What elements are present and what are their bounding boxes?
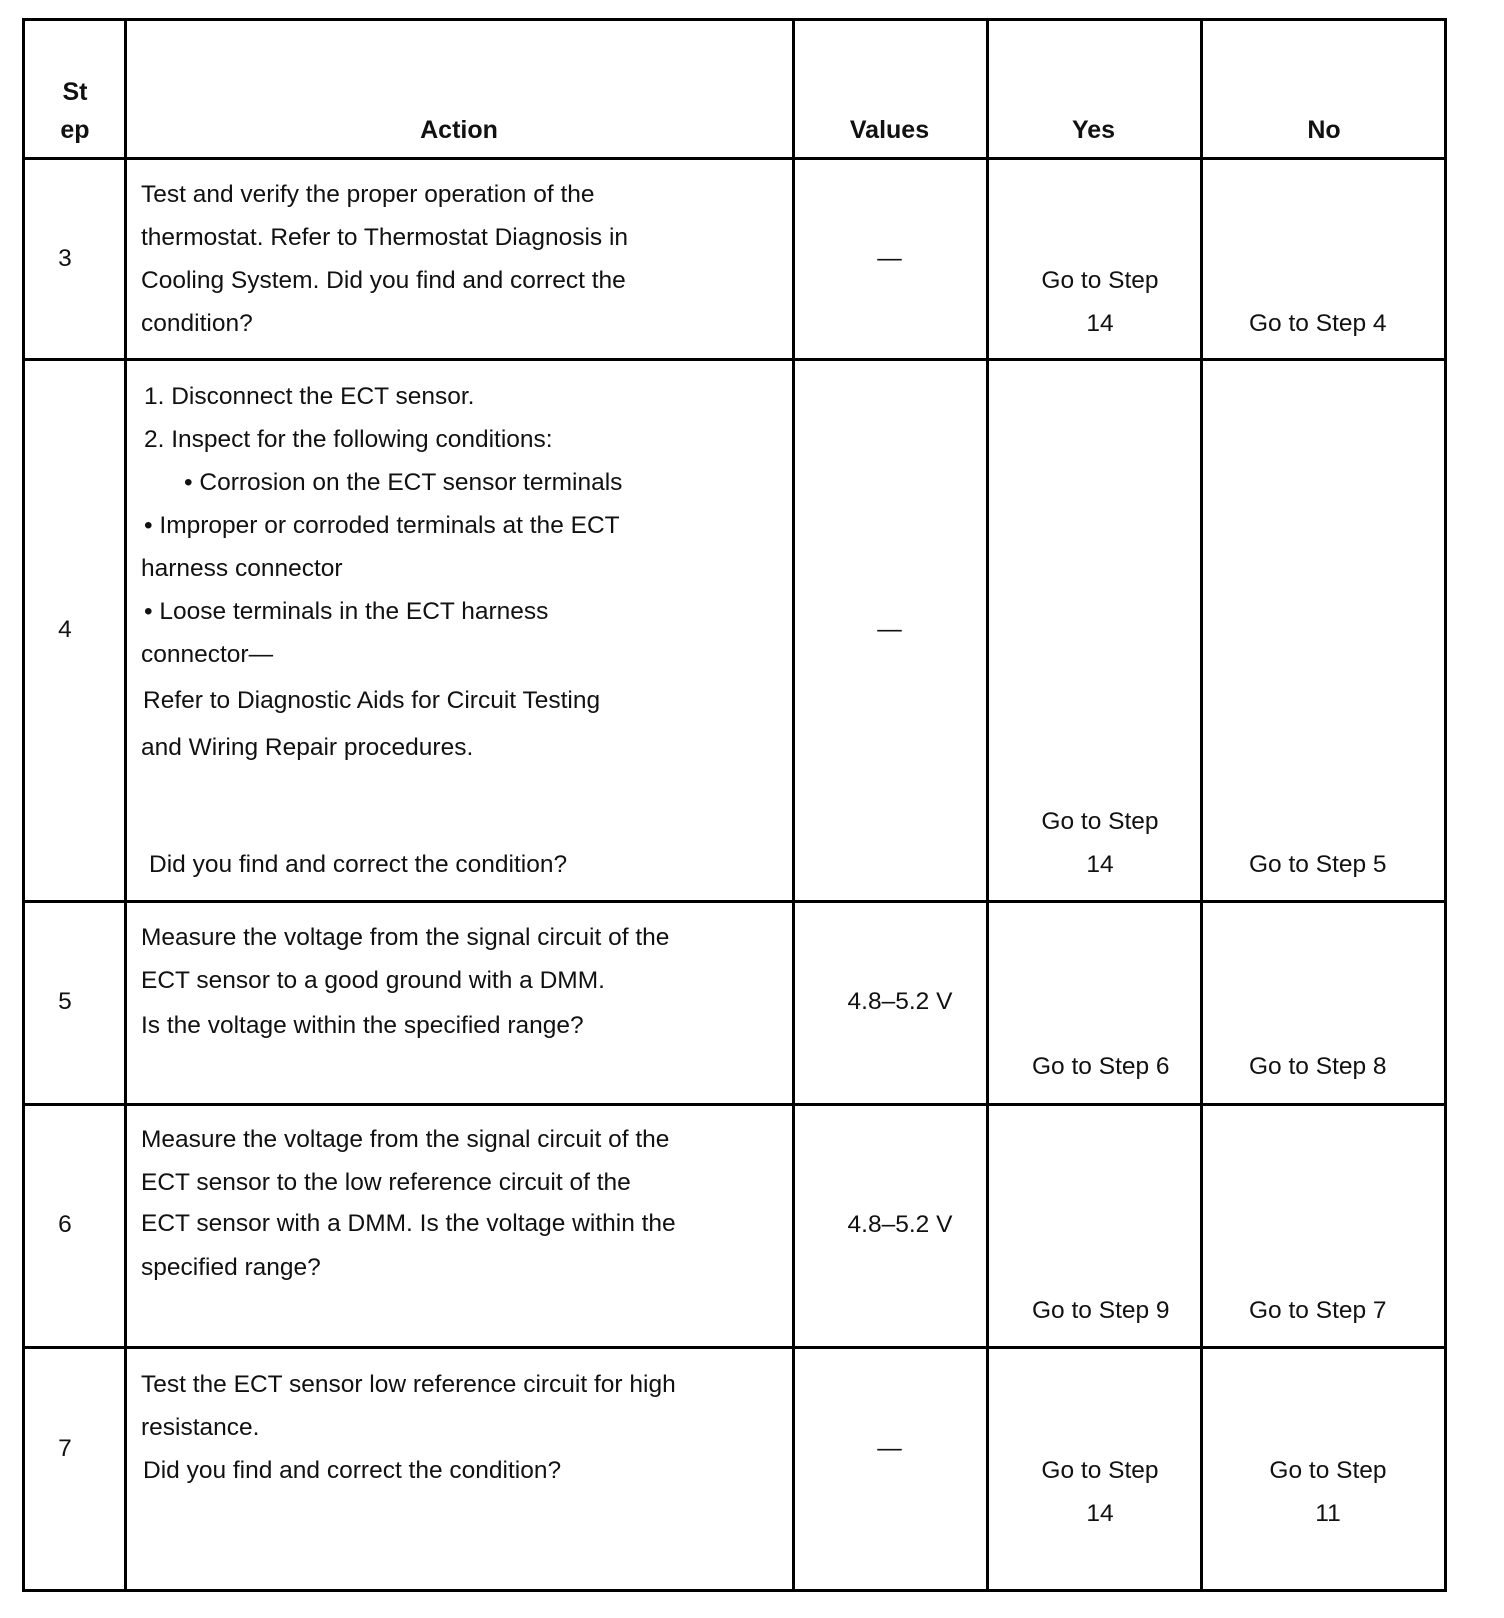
action-line: harness connector — [141, 555, 343, 582]
action-line: 2. Inspect for the following conditions: — [144, 426, 553, 453]
header-values: Values — [849, 116, 930, 144]
yes-cell: Go to Step — [1041, 1457, 1159, 1484]
action-line: ECT sensor to the low reference circuit of the — [141, 1169, 631, 1196]
value-cell: 4.8–5.2 V — [847, 988, 953, 1015]
column-divider — [1200, 21, 1203, 1589]
action-line: resistance. — [141, 1414, 260, 1441]
action-line: ECT sensor to a good ground with a DMM. — [141, 967, 605, 994]
no-cell: Go to Step 7 — [1249, 1297, 1387, 1324]
action-line: • Loose terminals in the ECT harness — [144, 598, 549, 625]
step-number: 5 — [58, 988, 72, 1015]
value-cell: — — [877, 1435, 902, 1462]
no-cell: Go to Step 5 — [1249, 851, 1387, 878]
no-cell: Go to Step 4 — [1249, 310, 1387, 337]
action-line: ECT sensor with a DMM. Is the voltage within the — [141, 1210, 676, 1237]
action-line: Cooling System. Did you find and correct the — [141, 267, 626, 294]
step-number: 4 — [58, 616, 72, 643]
row-divider — [25, 358, 1444, 361]
action-line: • Improper or corroded terminals at the ECT — [144, 512, 620, 539]
row-divider — [25, 1346, 1444, 1349]
header-step-line1: St — [62, 78, 88, 106]
step-number: 6 — [58, 1211, 72, 1238]
value-cell: 4.8–5.2 V — [847, 1211, 953, 1238]
action-line: Measure the voltage from the signal circuit of the — [141, 1126, 670, 1153]
action-line: Is the voltage within the specified range? — [141, 1012, 584, 1039]
header-step-line2: ep — [60, 116, 90, 144]
value-cell: — — [877, 245, 902, 272]
action-line: connector— — [141, 641, 274, 668]
action-line: Test the ECT sensor low reference circuit for high — [141, 1371, 676, 1398]
action-line: Did you find and correct the condition? — [143, 1457, 562, 1484]
action-line: thermostat. Refer to Thermostat Diagnosis in — [141, 224, 629, 251]
yes-cell: 14 — [1086, 851, 1114, 878]
action-line: Test and verify the proper operation of the — [141, 181, 595, 208]
yes-cell: 14 — [1086, 1500, 1114, 1527]
yes-cell: Go to Step — [1041, 267, 1159, 294]
action-line: 1. Disconnect the ECT sensor. — [144, 383, 475, 410]
header-action: Action — [420, 116, 498, 144]
action-line: condition? — [141, 310, 253, 337]
value-cell: — — [877, 616, 902, 643]
action-line: • Corrosion on the ECT sensor terminals — [184, 469, 623, 496]
action-line: Refer to Diagnostic Aids for Circuit Testing — [143, 687, 601, 714]
action-line: and Wiring Repair procedures. — [141, 734, 474, 761]
action-line: Did you find and correct the condition? — [149, 851, 568, 878]
yes-cell: Go to Step 9 — [1032, 1297, 1170, 1324]
row-divider — [25, 157, 1444, 160]
yes-cell: 14 — [1086, 310, 1114, 337]
action-line: specified range? — [141, 1254, 321, 1281]
no-cell: Go to Step — [1269, 1457, 1387, 1484]
step-number: 7 — [58, 1435, 72, 1462]
column-divider — [124, 21, 127, 1589]
yes-cell: Go to Step 6 — [1032, 1053, 1170, 1080]
action-line: Measure the voltage from the signal circuit of the — [141, 924, 670, 951]
no-cell: 11 — [1315, 1500, 1341, 1527]
step-number: 3 — [58, 245, 72, 272]
diagnostic-table — [22, 18, 1447, 1592]
yes-cell: Go to Step — [1041, 808, 1159, 835]
row-divider — [25, 1103, 1444, 1106]
header-no: No — [1307, 116, 1341, 144]
row-divider — [25, 900, 1444, 903]
no-cell: Go to Step 8 — [1249, 1053, 1387, 1080]
header-yes: Yes — [1071, 116, 1116, 144]
